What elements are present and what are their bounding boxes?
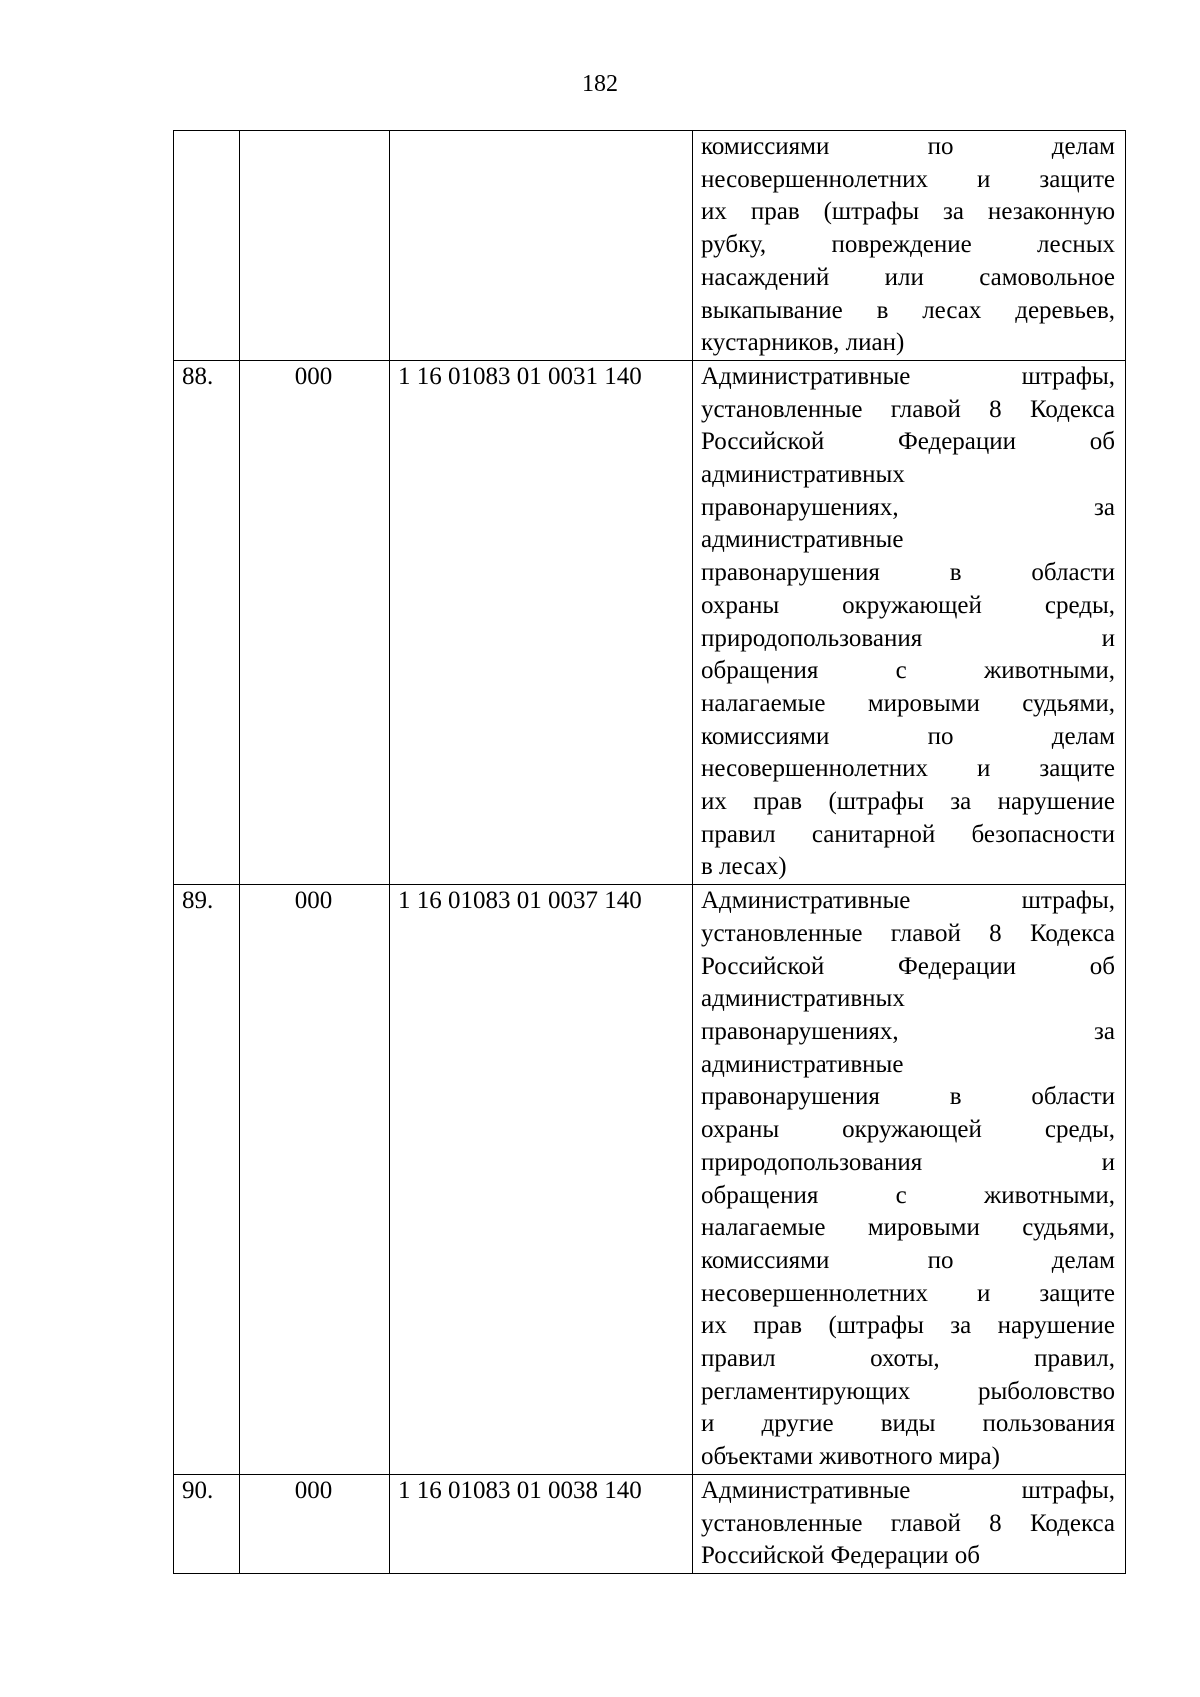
description-line: Российской Федерации об (701, 952, 1115, 980)
table-row (174, 360, 1126, 884)
revenue-codes-table (173, 130, 1126, 1574)
page-number: 182 (582, 71, 618, 97)
admin-code: 000 (240, 1474, 390, 1573)
description-line: административные (701, 1050, 904, 1078)
row-number: 89. (174, 885, 240, 1475)
description-line: правонарушениях, за (701, 493, 1115, 521)
description-line: Российской Федерации об (701, 1542, 980, 1570)
budget-classification-code: 1 16 01083 01 0038 140 (390, 1474, 693, 1573)
description-line: и другие виды пользования (701, 1410, 1115, 1438)
description-line: выкапывание в лесах деревьев, (701, 296, 1115, 324)
income-description (693, 360, 1126, 884)
description-line: установленные главой 8 Кодекса (701, 1509, 1115, 1537)
description-line: установленные главой 8 Кодекса (701, 395, 1115, 423)
description-line: Российской Федерации об (701, 428, 1115, 456)
description-line: природопользования и (701, 624, 1115, 652)
description-line: объектами животного мира) (701, 1443, 1000, 1471)
table-row-continuation (174, 131, 1126, 361)
description-line: комиссиями по делам (701, 133, 1115, 160)
description-line: правонарушения в области (701, 559, 1115, 587)
description-line: административных (701, 985, 905, 1013)
description-line: охраны окружающей среды, (701, 591, 1115, 619)
description-line: в лесах) (701, 853, 787, 881)
description-line: налагаемые мировыми судьями, (701, 1214, 1115, 1242)
description-line: их прав (штрафы за нарушение (701, 1312, 1115, 1340)
description-line: природопользования и (701, 1148, 1115, 1176)
admin-code: 000 (240, 360, 390, 884)
description-line: правил охоты, правил, (701, 1345, 1115, 1373)
income-description (693, 885, 1126, 1475)
description-line: Административные штрафы, (701, 362, 1115, 390)
description-line: их прав (штрафы за нарушение (701, 788, 1115, 816)
description-line: административных (701, 461, 905, 489)
description-line: обращения с животными, (701, 657, 1115, 685)
description-line: несовершеннолетних и защите (701, 755, 1115, 783)
description-line: правонарушениях, за (701, 1017, 1115, 1045)
table-row (174, 885, 1126, 1475)
description-line: правил санитарной безопасности (701, 820, 1115, 848)
description-line: кустарников, лиан) (701, 329, 905, 357)
description-line: их прав (штрафы за незаконную (701, 198, 1115, 226)
description-line: обращения с животными, (701, 1181, 1115, 1209)
income-description (693, 131, 1126, 361)
budget-classification-code: 1 16 01083 01 0037 140 (390, 885, 693, 1475)
budget-classification-code (390, 131, 693, 361)
description-line: несовершеннолетних и защите (701, 1279, 1115, 1307)
description-line: охраны окружающей среды, (701, 1116, 1115, 1144)
description-line: комиссиями по делам (701, 722, 1115, 750)
table-row (174, 1474, 1126, 1573)
description-line: административные (701, 526, 904, 554)
income-description (693, 1474, 1126, 1573)
description-line: правонарушения в области (701, 1083, 1115, 1111)
table-body (174, 131, 1126, 1574)
admin-code: 000 (240, 885, 390, 1475)
row-number: 88. (174, 360, 240, 884)
description-line: Административные штрафы, (701, 887, 1115, 915)
description-line: регламентирующих рыболовство (701, 1377, 1115, 1405)
description-line: несовершеннолетних и защите (701, 165, 1115, 193)
budget-classification-code: 1 16 01083 01 0031 140 (390, 360, 693, 884)
description-line: Административные штрафы, (701, 1476, 1115, 1504)
description-line: насаждений или самовольное (701, 263, 1115, 291)
description-line: рубку, повреждение лесных (701, 231, 1115, 259)
admin-code (240, 131, 390, 361)
row-number: 90. (174, 1474, 240, 1573)
description-line: установленные главой 8 Кодекса (701, 919, 1115, 947)
row-number (174, 131, 240, 361)
description-line: налагаемые мировыми судьями, (701, 689, 1115, 717)
description-line: комиссиями по делам (701, 1246, 1115, 1274)
